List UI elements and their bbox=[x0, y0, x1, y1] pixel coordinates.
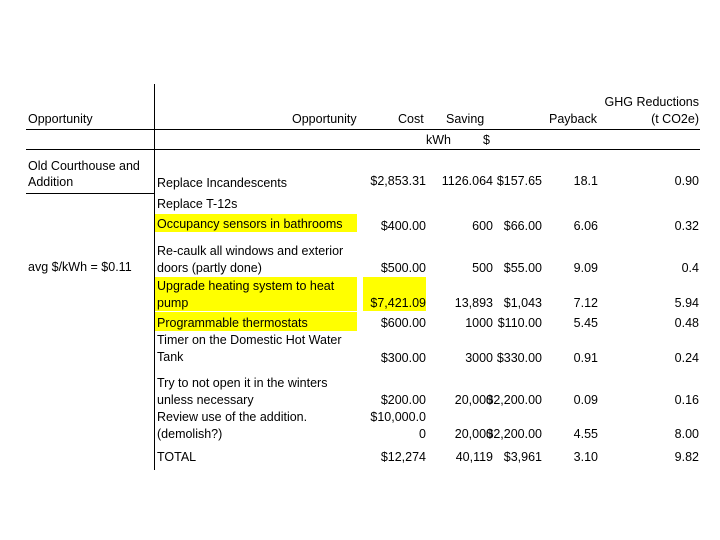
row-cost: $300.00 bbox=[380, 351, 426, 365]
subheader-kwh: kWh bbox=[426, 133, 451, 147]
header-rule bbox=[26, 129, 700, 130]
header-opportunity-left: Opportunity bbox=[28, 112, 93, 126]
subheader-dollar: $ bbox=[483, 133, 490, 147]
row-ghg: 0.16 bbox=[674, 393, 699, 407]
row-dollars: $2,200.00 bbox=[486, 393, 542, 407]
row-dollars: $330.00 bbox=[496, 351, 542, 365]
row-cost: $200.00 bbox=[380, 393, 426, 407]
row-payback: 18.1 bbox=[573, 174, 598, 188]
row-opportunity-line1: Upgrade heating system to heat bbox=[157, 279, 335, 293]
row-payback: 7.12 bbox=[573, 296, 598, 310]
row-opportunity-line2: doors (partly done) bbox=[157, 261, 262, 275]
total-kwh: 40,119 bbox=[455, 450, 493, 464]
row-ghg: 5.94 bbox=[674, 296, 699, 310]
row-opportunity-line1: Try to not open it in the winters bbox=[157, 376, 328, 390]
row-ghg: 0.24 bbox=[674, 351, 699, 365]
row-ghg: 0.48 bbox=[674, 316, 699, 330]
row-kwh: 3000 bbox=[465, 351, 493, 365]
header-payback: Payback bbox=[549, 112, 597, 126]
row-kwh: 1126.064 bbox=[441, 174, 493, 188]
row-payback: 4.55 bbox=[573, 427, 598, 441]
row-payback: 9.09 bbox=[573, 261, 598, 275]
row-opportunity-line2: unless necessary bbox=[157, 393, 254, 407]
row-ghg: 0.4 bbox=[681, 261, 699, 275]
row-cost: $2,853.31 bbox=[370, 174, 426, 188]
row-cost-line1: $10,000.0 bbox=[370, 410, 426, 424]
header-opportunity-right: Opportunity bbox=[292, 112, 357, 126]
group-rule bbox=[26, 193, 154, 194]
row-dollars: $1,043 bbox=[503, 296, 542, 310]
row-payback: 0.91 bbox=[573, 351, 598, 365]
subheader-rule bbox=[26, 149, 700, 150]
row-kwh: 600 bbox=[472, 219, 493, 233]
total-cost: $12,274 bbox=[380, 450, 426, 464]
avg-kwh-label: avg $/kWh = $0.11 bbox=[28, 260, 132, 274]
row-opportunity-line2: Tank bbox=[157, 350, 184, 364]
total-payback: 3.10 bbox=[573, 450, 598, 464]
row-ghg: 0.32 bbox=[674, 219, 699, 233]
row-kwh: 13,893 bbox=[454, 296, 493, 310]
row-opportunity-line1: Timer on the Domestic Hot Water bbox=[157, 333, 342, 347]
header-cost: Cost bbox=[398, 112, 424, 126]
group-name-line1: Old Courthouse and bbox=[28, 159, 140, 173]
row-opportunity: Programmable thermostats bbox=[157, 316, 308, 330]
group-name-line2: Addition bbox=[28, 175, 74, 189]
row-cost: $7,421.09 bbox=[370, 296, 426, 310]
row-kwh: 20,000 bbox=[454, 427, 493, 441]
row-opportunity-line2: (demolish?) bbox=[157, 427, 223, 441]
row-payback: 5.45 bbox=[573, 316, 598, 330]
row-opportunity: Replace T-12s bbox=[157, 197, 238, 211]
row-opportunity: Replace Incandescents bbox=[157, 176, 287, 190]
row-cost-line2: 0 bbox=[419, 427, 426, 441]
row-dollars: $2,200.00 bbox=[486, 427, 542, 441]
row-dollars: $110.00 bbox=[497, 316, 542, 330]
row-kwh: 20,000 bbox=[454, 393, 493, 407]
row-opportunity-line2: pump bbox=[157, 296, 189, 310]
header-saving: Saving bbox=[446, 112, 485, 126]
row-opportunity-line1: Re-caulk all windows and exterior bbox=[157, 244, 344, 258]
total-label: TOTAL bbox=[157, 450, 197, 464]
row-payback: 0.09 bbox=[573, 393, 598, 407]
row-cost: $400.00 bbox=[380, 219, 426, 233]
total-dollars: $3,961 bbox=[503, 450, 542, 464]
row-opportunity: Occupancy sensors in bathrooms bbox=[157, 217, 343, 231]
header-ghg-line1: GHG Reductions bbox=[604, 95, 699, 109]
row-dollars: $55.00 bbox=[503, 261, 542, 275]
row-opportunity-line1: Review use of the addition. bbox=[157, 410, 308, 424]
row-payback: 6.06 bbox=[573, 219, 598, 233]
row-dollars: $157.65 bbox=[496, 174, 542, 188]
header-ghg-line2: (t CO2e) bbox=[651, 112, 699, 126]
row-dollars: $66.00 bbox=[503, 219, 542, 233]
row-cost: $600.00 bbox=[380, 316, 426, 330]
row-cost: $500.00 bbox=[380, 261, 426, 275]
row-ghg: 8.00 bbox=[674, 427, 699, 441]
row-kwh: 500 bbox=[472, 261, 493, 275]
row-kwh: 1000 bbox=[465, 316, 493, 330]
total-ghg: 9.82 bbox=[674, 450, 699, 464]
row-ghg: 0.90 bbox=[674, 174, 699, 188]
